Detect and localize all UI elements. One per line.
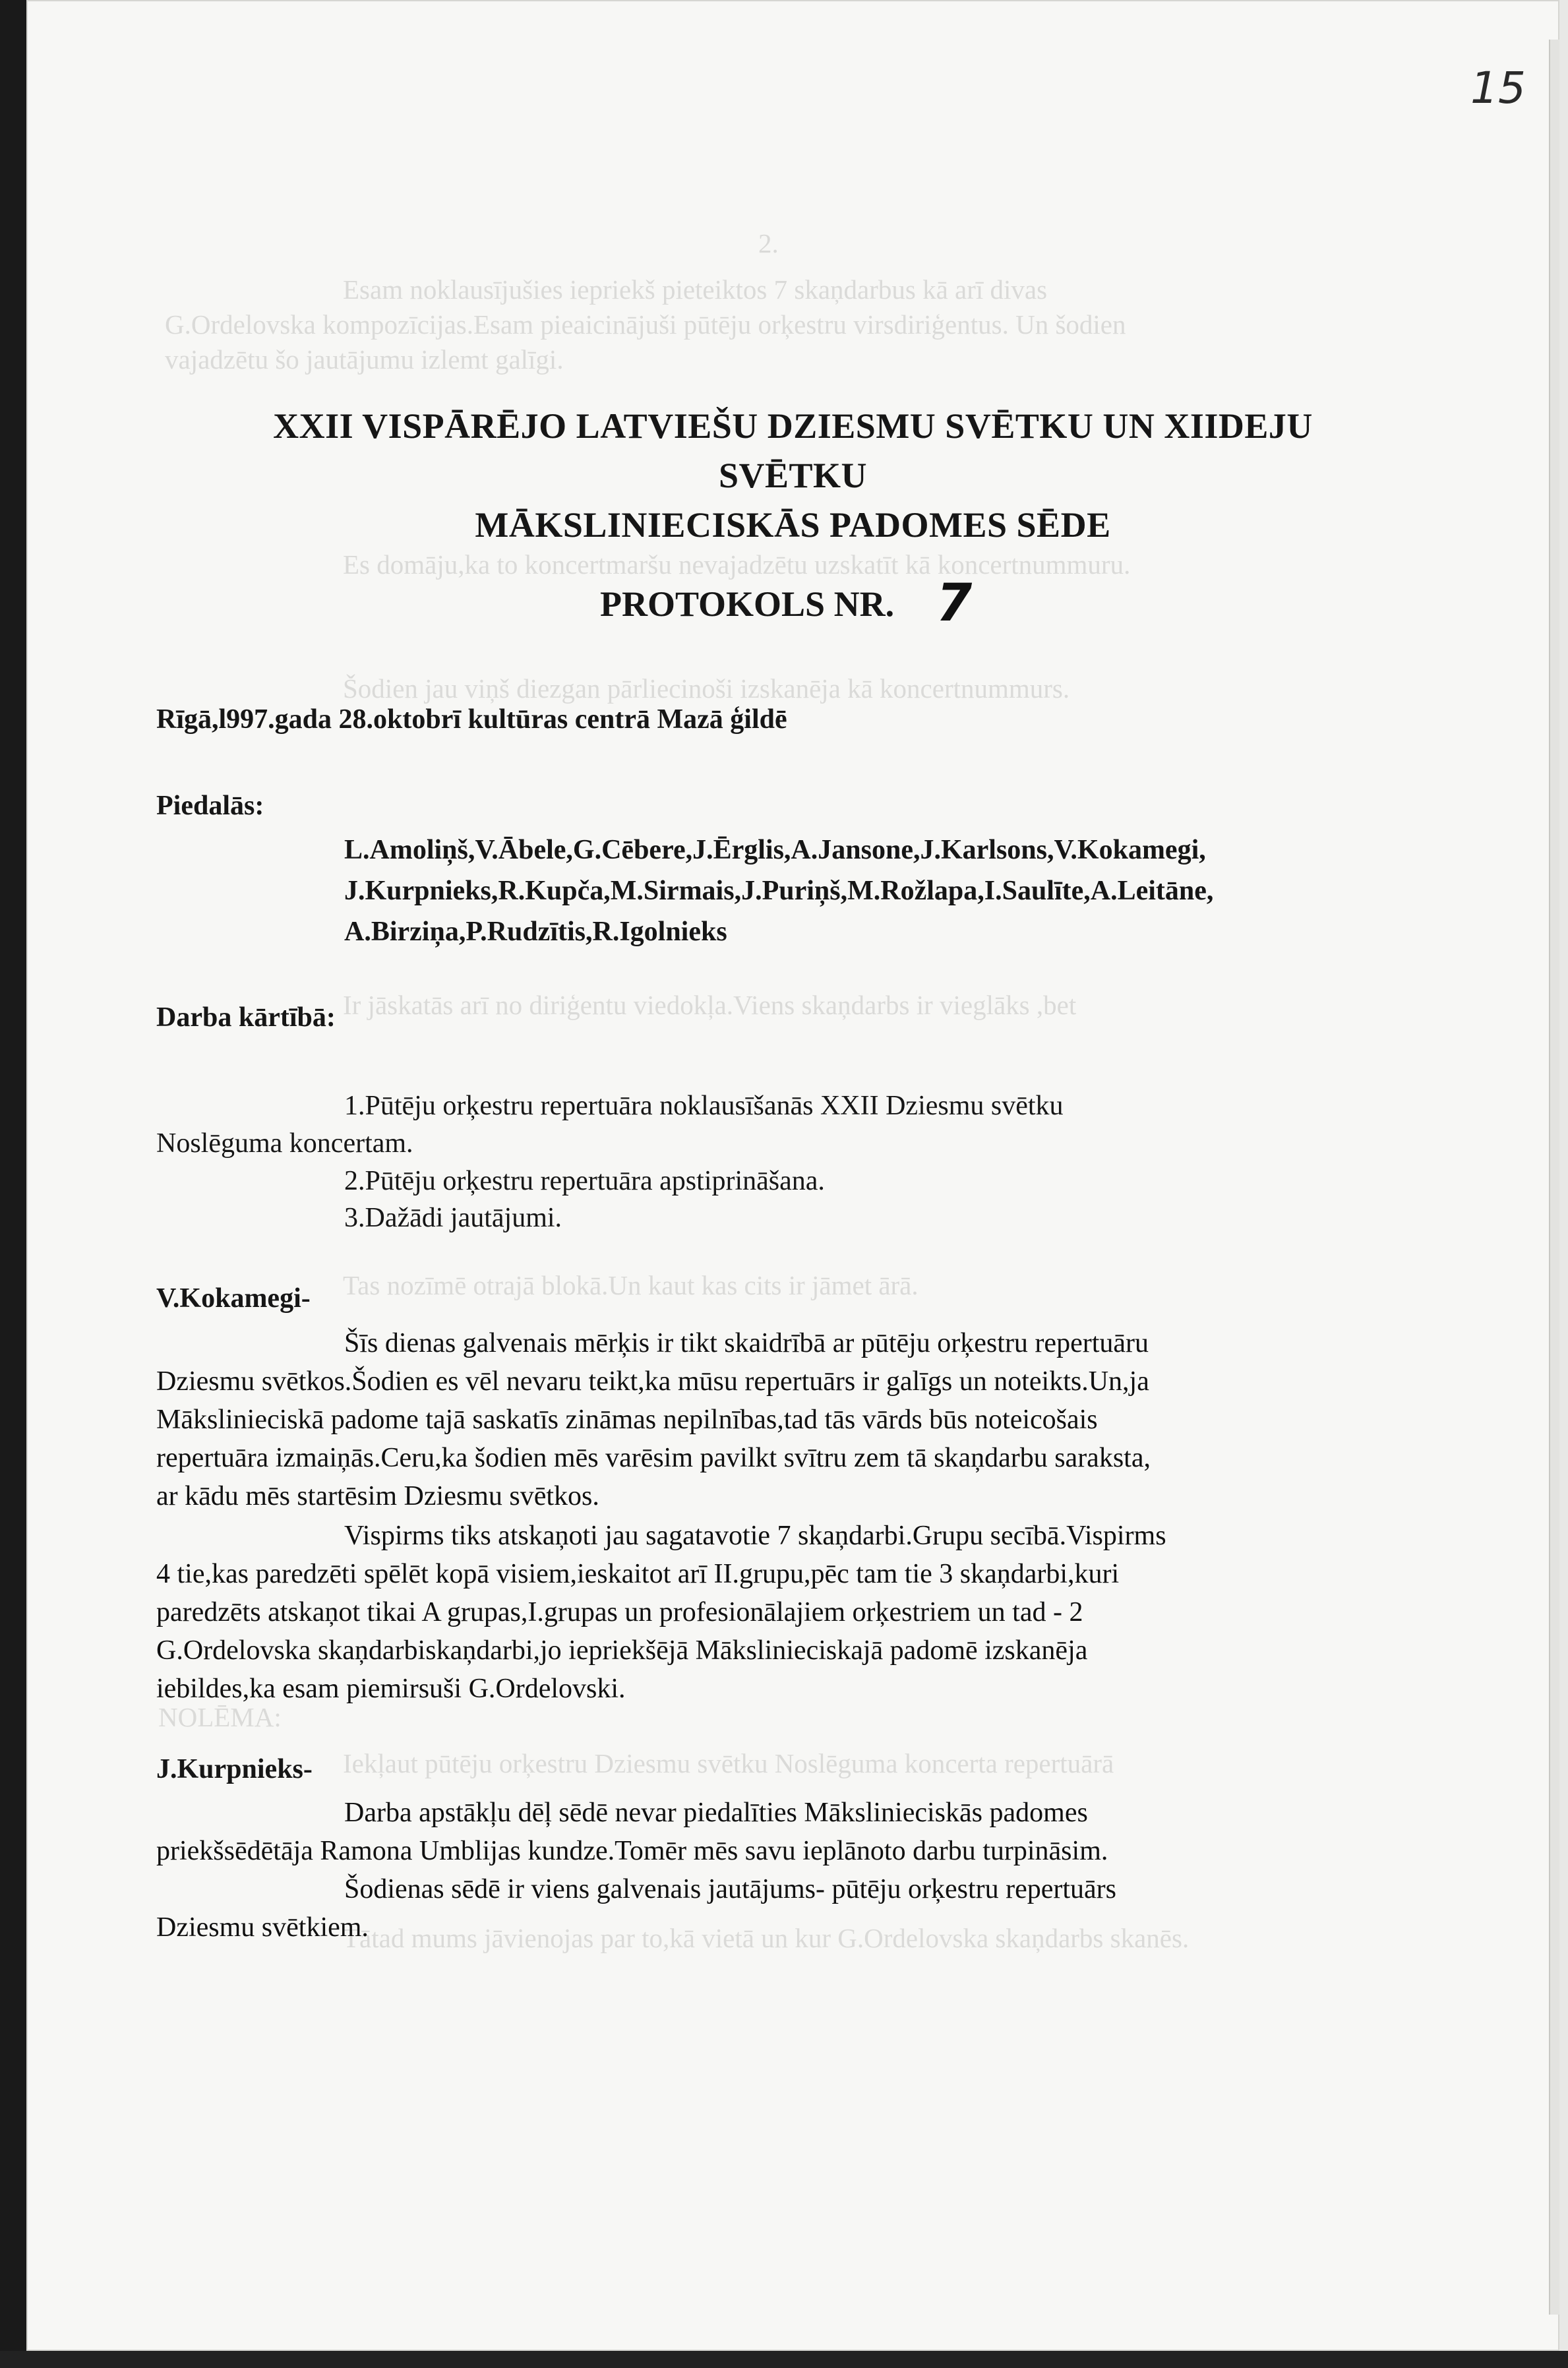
speech-line: Dziesmu svētkos.Šodien es vēl nevaru teikt,ka mūsu repertuārs ir galīgs un noteikts.Un,ja — [156, 1366, 1149, 1397]
speech-line: repertuāra izmaiņās.Ceru,ka šodien mēs varēsim pavilkt svītru zem tā skaņdarbu saraksta, — [156, 1443, 1151, 1473]
speech-line: Darba apstākļu dēļ sēdē nevar piedalīties Mākslinieciskās padomes — [344, 1798, 1088, 1828]
document-page — [26, 0, 1559, 2351]
speech-line: 4 tie,kas paredzēti spēlēt kopā visiem,ieskaitot arī II.grupu,pēc tam tie 3 skaņdarbi,kuri — [156, 1559, 1120, 1589]
speech-line: G.Ordelovska skaņdarbiskaņdarbi,jo iepriekšējā Mākslinieciskajā padomē izskanēja — [156, 1635, 1088, 1666]
agenda-item-2: 2.Pūtēju orķestru repertuāra apstiprināšana. — [344, 1166, 825, 1196]
agenda-item-1: 1.Pūtēju orķestru repertuāra noklausīšanās XXII Dziesmu svētku — [344, 1091, 1064, 1121]
page-edge-shadow — [1549, 40, 1559, 2315]
speech-line: Šodienas sēdē ir viens galvenais jautājums- pūtēju orķestru repertuārs — [344, 1874, 1116, 1904]
attendees-line: A.Birziņa,P.Rudzītis,R.Igolnieks — [344, 917, 727, 947]
speaker-name: J.Kurpnieks- — [156, 1754, 313, 1784]
attendees-line: L.Amoliņš,V.Ābele,G.Cēbere,J.Ērglis,A.Jansone,J.Karlsons,V.Kokamegi, — [344, 835, 1206, 865]
scan-border-left — [0, 0, 26, 2368]
document-title-line1: XXII VISPĀRĒJO LATVIEŠU DZIESMU SVĒTKU UN XIIDEJU — [273, 406, 1313, 446]
speech-line: Mākslinieciskā padome tajā saskatīs zināmas nepilnības,tad tās vārds būs noteicošais — [156, 1405, 1098, 1435]
speech-line: paredzēts atskaņot tikai A grupas,I.grupas un profesionālajiem orķestriem un tad - 2 — [156, 1597, 1083, 1627]
speech-line: priekšsēdētāja Ramona Umblijas kundze.Tomēr mēs savu ieplānoto darbu turpināsim. — [156, 1836, 1108, 1866]
speech-line: Dziesmu svētkiem. — [156, 1912, 369, 1943]
bleed-line: Šodien jau viņš diezgan pārliecinoši izskanēja kā koncertnummurs. — [343, 673, 1070, 704]
document-title-line2: SVĒTKU — [718, 456, 868, 495]
bleed-line: Tātad mums jāvienojas par to,kā vietā un kur G.Ordelovska skaņdarbs skanēs. — [343, 1923, 1190, 1953]
speech-line: iebildes,ka esam piemirsuši G.Ordelovski. — [156, 1674, 626, 1704]
speech-line: ar kādu mēs startēsim Dziesmu svētkos. — [156, 1481, 599, 1511]
bleed-line: Esam noklausījušies iepriekš pieteiktos 7 skaņdarbus kā arī divas — [343, 274, 1048, 305]
bleed-line: vajadzētu šo jautājumu izlemt galīgi. — [165, 344, 564, 375]
protocol-label: PROTOKOLS NR. — [600, 584, 895, 624]
bleed-line: G.Ordelovska kompozīcijas.Esam pieaicinājuši pūtēju orķestru virsdiriģentus. Un šodien — [165, 309, 1126, 340]
speech-line: Vispirms tiks atskaņoti jau sagatavotie 7 skaņdarbi.Grupu secībā.Vispirms — [344, 1521, 1166, 1551]
agenda-item-1-cont: Noslēguma koncertam. — [156, 1128, 413, 1159]
bleed-line: Ir jāskatās arī no diriģentu viedokļa.Viens skaņdarbs ir vieglāks ,bet — [343, 990, 1077, 1020]
attendees-line: J.Kurpnieks,R.Kupča,M.Sirmais,J.Puriņš,M.Rožlapa,I.Saulīte,A.Leitāne, — [344, 876, 1214, 906]
agenda-label: Darba kārtībā: — [156, 1002, 336, 1033]
handwritten-page-number: 15 — [1470, 63, 1526, 113]
attendees-label: Piedalās: — [156, 791, 264, 821]
agenda-item-3: 3.Dažādi jautājumi. — [344, 1203, 562, 1233]
protocol-number-handwritten: 7 — [936, 574, 973, 633]
meeting-place-date: Rīgā,l997.gada 28.oktobrī kultūras centrā Mazā ģildē — [156, 704, 787, 735]
scan-border-bottom — [0, 2351, 1568, 2368]
speech-line: Šīs dienas galvenais mērķis ir tikt skaidrībā ar pūtēju orķestru repertuāru — [344, 1328, 1149, 1358]
bleed-line: NOLĒMA: — [158, 1702, 282, 1732]
bleed-line: 2. — [758, 228, 779, 258]
speaker-name: V.Kokamegi- — [156, 1283, 311, 1314]
bleed-line: Iekļaut pūtēju orķestru Dziesmu svētku Noslēguma koncerta repertuārā — [343, 1748, 1114, 1778]
bleed-line: Tas nozīmē otrajā blokā.Un kaut kas cits ir jāmet ārā. — [343, 1270, 919, 1300]
document-title-line3: MĀKSLINIECISKĀS PADOMES SĒDE — [475, 505, 1111, 545]
bleed-line: Es domāju,ka to koncertmaršu nevajadzētu uzskatīt kā koncertnummuru. — [343, 549, 1131, 580]
